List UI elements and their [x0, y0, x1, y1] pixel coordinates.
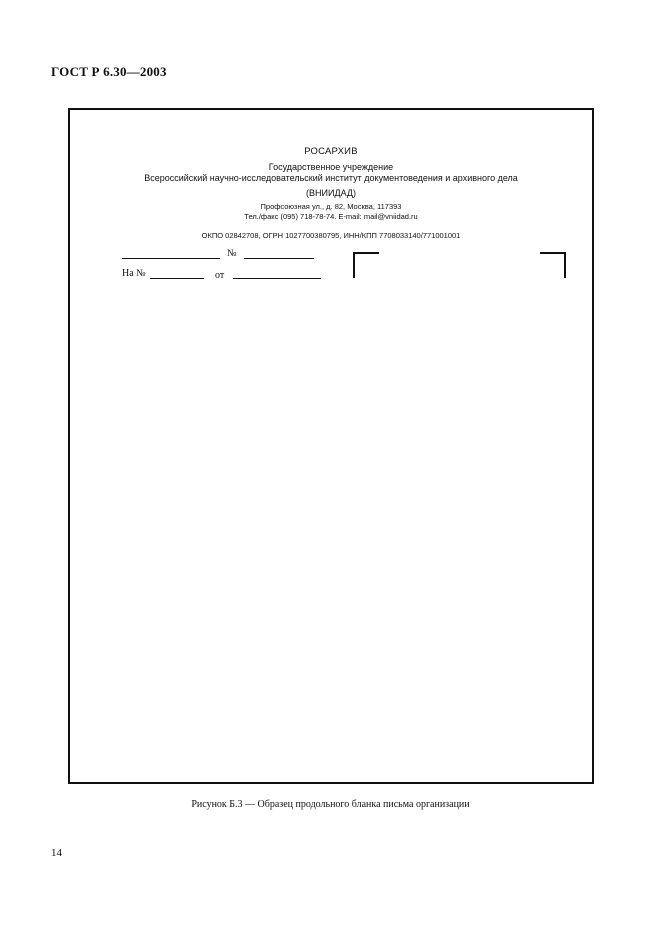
standard-designation: ГОСТ Р 6.30—2003 — [51, 64, 167, 79]
org-type: Государственное учреждение — [268, 162, 394, 172]
figure-caption: Рисунок Б.3 — Образец продольного бланка письма организации — [191, 799, 470, 810]
reference-date-line — [233, 278, 321, 279]
org-contacts: Тел./факс (095) 718-78-74. E-mail: mail@vniidad.ru — [244, 212, 418, 221]
number-field-line — [244, 258, 314, 259]
reference-number-line — [150, 278, 204, 279]
addressee-corner-left — [353, 252, 379, 278]
org-reference-codes: ОКПО 02842708, ОГРН 1027700380795, ИНН/КПП 7708033140/771001001 — [201, 231, 461, 240]
letter-form-frame — [68, 108, 594, 784]
page-number: 14 — [51, 847, 62, 859]
number-sign: № — [227, 248, 237, 259]
org-abbreviation: (ВНИИДАД) — [306, 188, 356, 198]
date-field-line — [122, 258, 220, 259]
reference-from-label: от — [215, 270, 225, 281]
org-short-name: РОСАРХИВ — [304, 146, 358, 157]
reference-label: На № — [122, 268, 146, 279]
addressee-corner-right — [540, 252, 566, 278]
org-full-name: Всероссийский научно-исследовательский институт документоведения и архивного дела — [144, 173, 518, 183]
org-address: Профсоюзная ул., д. 82, Москва, 117393 — [260, 202, 402, 211]
